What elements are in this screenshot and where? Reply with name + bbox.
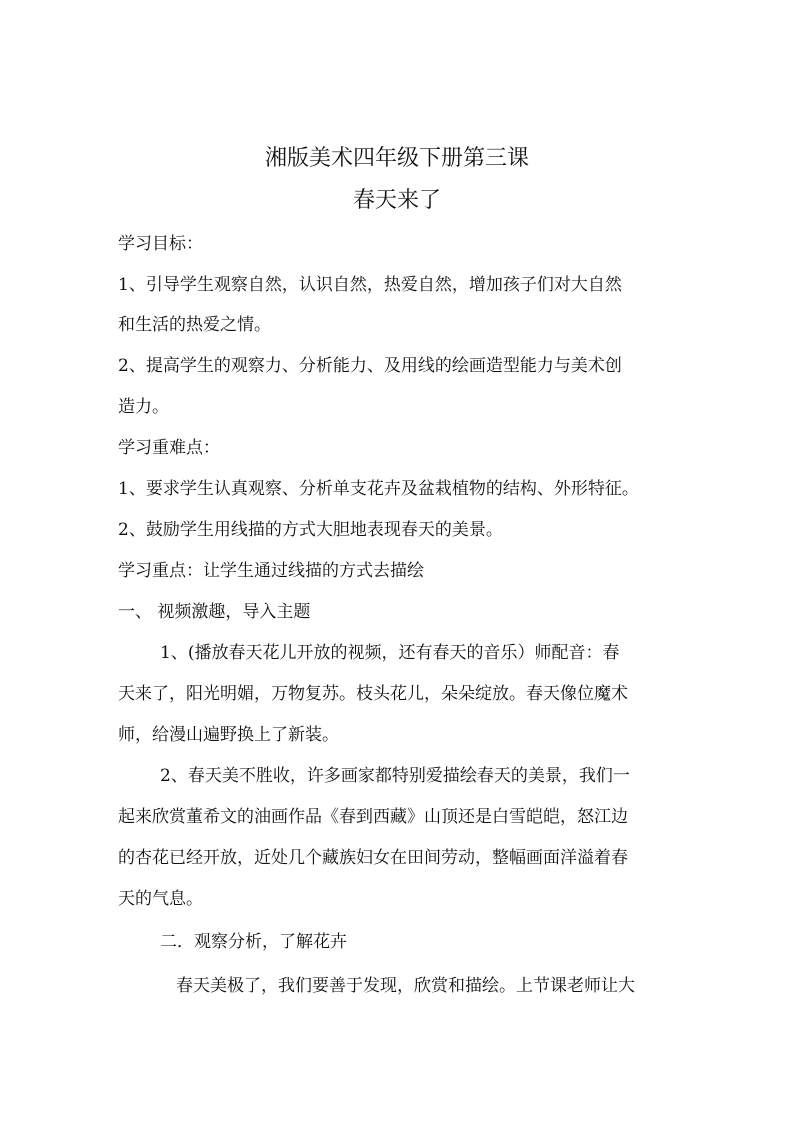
- objective-1-line-1: 1、引导学生观察自然，认识自然，热爱自然，增加孩子们对大自然: [118, 275, 622, 295]
- objective-2-line-2: 造力。: [118, 397, 169, 417]
- paragraph-1-line-1: 1、(播放春天花儿开放的视频，还有春天的音乐）师配音：春: [160, 643, 620, 663]
- section-1-heading: 一、 视频激趣，导入主题: [118, 602, 311, 622]
- focus-line: 学习重点：让学生通过线描的方式去描绘: [118, 561, 424, 581]
- objective-1-line-2: 和生活的热爱之情。: [118, 315, 271, 335]
- paragraph-3-line-1: 春天美极了，我们要善于发现，欣赏和描绘。上节课老师让大: [176, 976, 635, 996]
- paragraph-2-line-2: 起来欣赏董希文的油画作品《春到西藏》山顶还是白雪皑皑，怒江边: [118, 807, 628, 827]
- objective-2-line-1: 2、提高学生的观察力、分析能力、及用线的绘画造型能力与美术创: [118, 356, 622, 376]
- paragraph-1-line-2: 天来了，阳光明媚，万物复苏。枝头花儿，朵朵绽放。春天像位魔术: [118, 684, 628, 704]
- keypoints-heading: 学习重难点：: [118, 438, 220, 458]
- document-title: 湘版美术四年级下册第三课: [264, 146, 529, 171]
- paragraph-1-line-3: 师，给漫山遍野换上了新装。: [118, 725, 339, 745]
- paragraph-2-line-4: 天的气息。: [118, 889, 203, 909]
- keypoint-2: 2、鼓励学生用线描的方式大胆地表现春天的美景。: [118, 520, 503, 540]
- keypoint-1: 1、要求学生认真观察、分析单支花卉及盆栽植物的结构、外形特征。: [118, 479, 639, 499]
- paragraph-2-line-1: 2、春天美不胜收，许多画家都特别爱描绘春天的美景，我们一: [160, 766, 630, 786]
- objectives-heading: 学习目标：: [118, 234, 203, 254]
- paragraph-2-line-3: 的杏花已经开放，近处几个藏族妇女在田间劳动，整幅画面洋溢着春: [118, 848, 628, 868]
- document-subtitle: 春天来了: [352, 188, 441, 213]
- section-2-heading: 二．观察分析，了解花卉: [160, 932, 347, 952]
